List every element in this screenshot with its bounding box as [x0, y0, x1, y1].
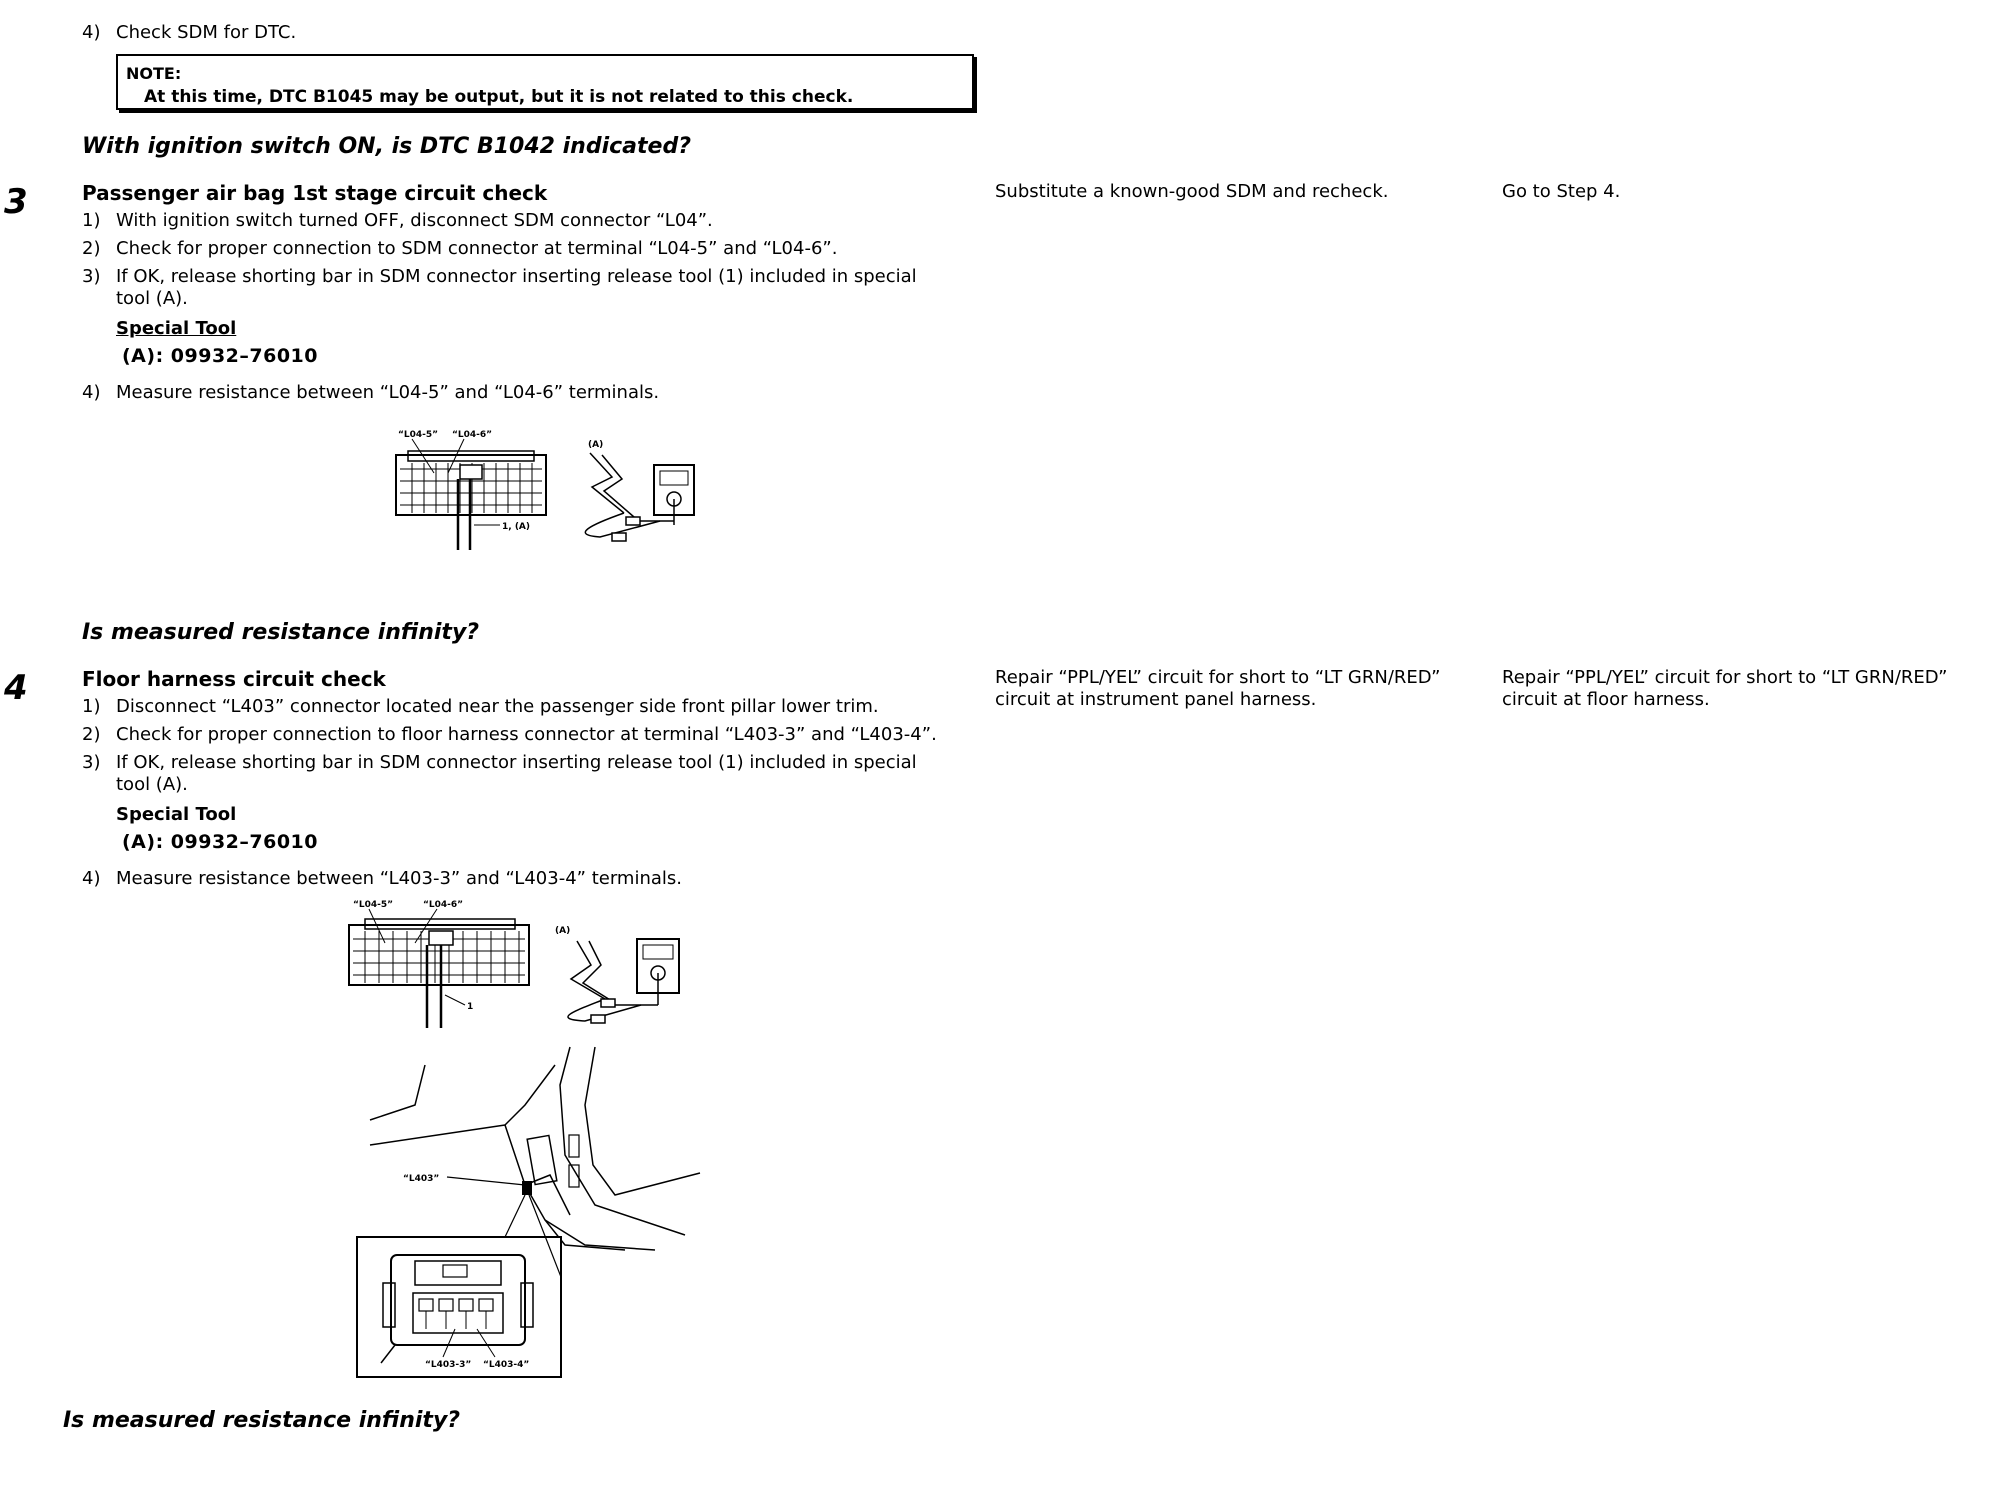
step4-item-3-continuation: tool (A).: [116, 774, 188, 795]
step3-item-2-number: 2): [82, 238, 101, 259]
step4-fig-label-l04-6: “L04-6”: [423, 900, 464, 910]
step4-fig-label-l04-5: “L04-5”: [353, 900, 394, 910]
step3-title: Passenger air bag 1st stage circuit check: [82, 181, 548, 205]
step4-fig-label-tool: 1: [467, 1002, 474, 1012]
step3-item-4-text: Measure resistance between “L04-5” and “L04-6” terminals.: [116, 382, 660, 403]
step4-fig-label-l403-3: “L403-3”: [425, 1360, 472, 1370]
step3-question: Is measured resistance infinity?: [82, 620, 480, 645]
step4-question: Is measured resistance infinity?: [63, 1408, 461, 1433]
step4-item-3-number: 3): [82, 752, 101, 773]
step2-item-4-text: Check SDM for DTC.: [116, 22, 297, 43]
step3-fig-label-tool: 1, (A): [502, 522, 531, 532]
step4-item-2-text: Check for proper connection to floor harness connector at terminal “L403-3” and “L403-4”.: [116, 724, 937, 745]
step4-no-action-line2: circuit at floor harness.: [1502, 689, 1710, 710]
step3-number: 3: [4, 182, 28, 222]
step3-item-4-number: 4): [82, 382, 101, 403]
step3-yes-action: Substitute a known-good SDM and recheck.: [995, 181, 1389, 202]
step4-item-2-number: 2): [82, 724, 101, 745]
step3-fig-label-l04-5: “L04-5”: [398, 430, 439, 440]
step4-item-1-number: 1): [82, 696, 101, 717]
step3-item-3-number: 3): [82, 266, 101, 287]
step3-item-1-number: 1): [82, 210, 101, 231]
step3-item-3-continuation: tool (A).: [116, 288, 188, 309]
step4-fig-label-l403: “L403”: [403, 1174, 440, 1184]
step4-item-3-text: If OK, release shorting bar in SDM connector inserting release tool (1) included in special: [116, 752, 917, 773]
note-box: [116, 54, 974, 110]
step2-question: With ignition switch ON, is DTC B1042 indicated?: [82, 134, 691, 159]
step4-item-4-number: 4): [82, 868, 101, 889]
step3-no-action: Go to Step 4.: [1502, 181, 1621, 202]
step4-special-tool-value: (A): 09932–76010: [122, 831, 318, 853]
step3-special-tool-heading: Special Tool: [116, 318, 237, 339]
step3-item-1-text: With ignition switch turned OFF, disconnect SDM connector “L04”.: [116, 210, 713, 231]
note-heading: NOTE:: [126, 64, 182, 83]
step4-number: 4: [4, 668, 28, 708]
step3-item-3-text: If OK, release shorting bar in SDM connector inserting release tool (1) included in special: [116, 266, 917, 287]
step3-fig-label-l04-6: “L04-6”: [452, 430, 493, 440]
step4-yes-action-line1: Repair “PPL/YEL” circuit for short to “LT GRN/RED”: [995, 667, 1441, 688]
step3-special-tool-value: (A): 09932–76010: [122, 345, 318, 367]
step4-item-1-text: Disconnect “L403” connector located near the passenger side front pillar lower trim.: [116, 696, 879, 717]
step3-fig-label-a: (A): [588, 440, 604, 450]
step2-item-4-number: 4): [82, 22, 101, 43]
step4-item-4-text: Measure resistance between “L403-3” and “L403-4” terminals.: [116, 868, 682, 889]
step4-special-tool-heading: Special Tool: [116, 804, 237, 825]
note-text: At this time, DTC B1045 may be output, but it is not related to this check.: [144, 87, 854, 107]
step4-sdm-connector-figure: [345, 895, 685, 1030]
step4-fig-label-a: (A): [555, 926, 571, 936]
step4-title: Floor harness circuit check: [82, 667, 386, 691]
step4-yes-action-line2: circuit at instrument panel harness.: [995, 689, 1317, 710]
step4-fig-label-l403-4: “L403-4”: [483, 1360, 530, 1370]
step3-sdm-connector-figure: [390, 425, 710, 555]
step4-no-action-line1: Repair “PPL/YEL” circuit for short to “LT GRN/RED”: [1502, 667, 1948, 688]
step3-item-2-text: Check for proper connection to SDM connector at terminal “L04-5” and “L04-6”.: [116, 238, 838, 259]
step4-l403-location-figure: [355, 1045, 715, 1380]
